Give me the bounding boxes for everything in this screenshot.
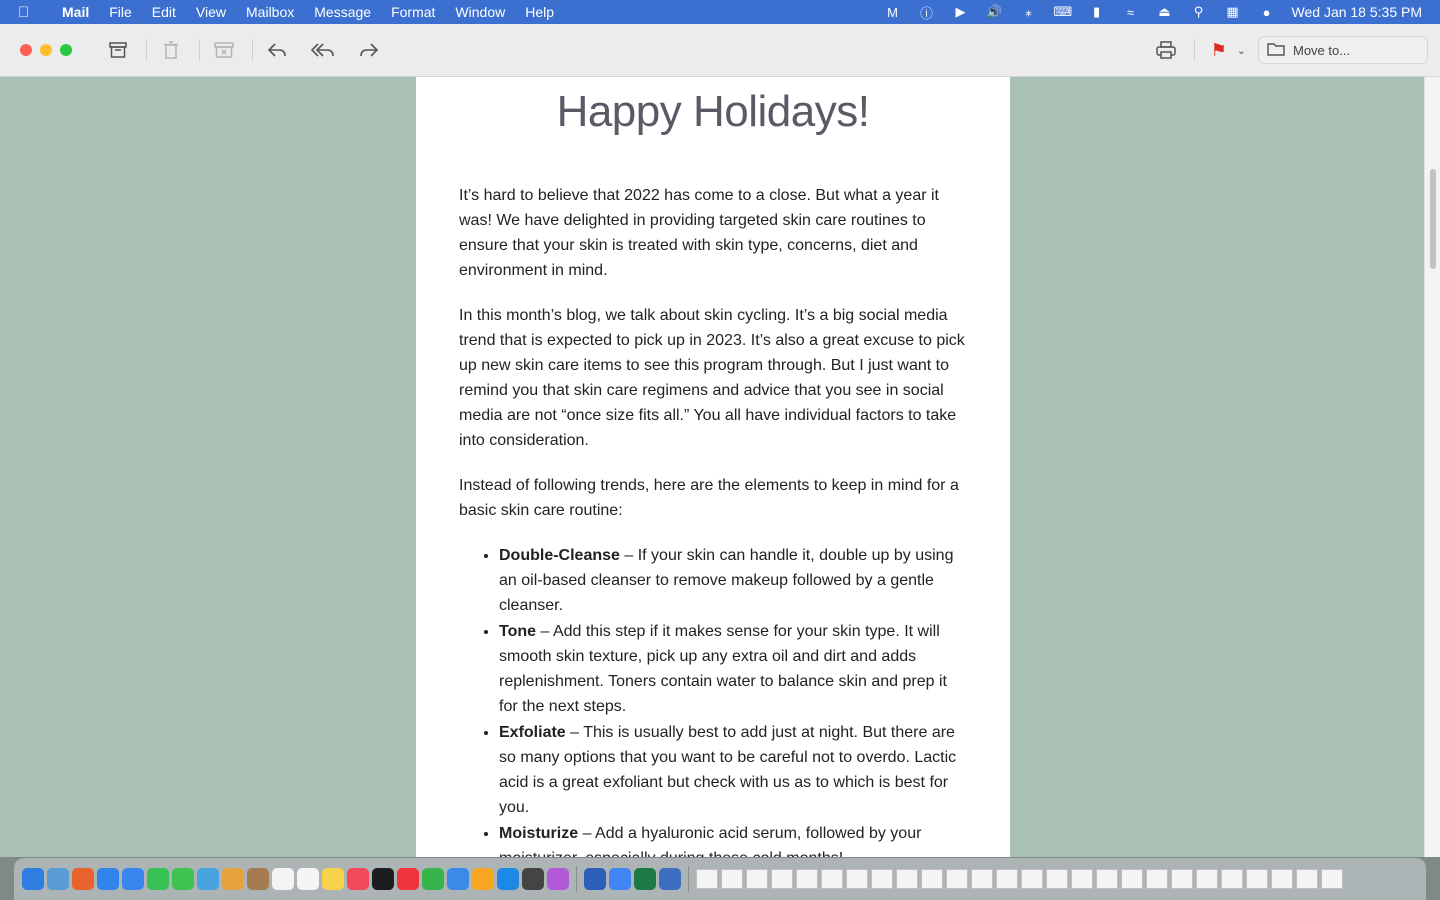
dock-app-icon[interactable] <box>472 868 494 890</box>
list-item <box>499 619 966 719</box>
bluetooth-icon[interactable]: ⁎ <box>1025 4 1032 19</box>
email-text <box>416 183 1010 871</box>
dock-app-icon[interactable] <box>422 868 444 890</box>
dock-app-icon[interactable] <box>247 868 269 890</box>
dock-window-thumbnail[interactable] <box>1146 869 1168 889</box>
dock-app-icon[interactable] <box>97 868 119 890</box>
dock-window-thumbnail[interactable] <box>1271 869 1293 889</box>
dock-app-icon[interactable] <box>297 868 319 890</box>
dock-window-thumbnail[interactable] <box>846 869 868 889</box>
dock-window-thumbnail[interactable] <box>746 869 768 889</box>
apple-menu-icon[interactable] <box>18 4 38 21</box>
dock-window-thumbnail[interactable] <box>1321 869 1343 889</box>
dock-app-icon[interactable] <box>47 868 69 890</box>
list-item-term: Exfoliate <box>499 724 566 741</box>
list-item-term: Double-Cleanse <box>499 547 620 564</box>
menu-message[interactable]: Message <box>314 4 372 20</box>
print-icon[interactable] <box>1148 35 1184 65</box>
dock-app-icon[interactable] <box>147 868 169 890</box>
dock-window-thumbnail[interactable] <box>1196 869 1218 889</box>
dock-window-thumbnail[interactable] <box>1171 869 1193 889</box>
menu-help[interactable]: Help <box>525 4 555 20</box>
battery-icon[interactable]: ▮ <box>1092 4 1101 19</box>
dock-app-icon[interactable] <box>659 868 681 890</box>
chevron-down-icon[interactable]: ⌄ <box>1236 44 1246 57</box>
paragraph: In this month’s blog, we talk about skin cycling. It’s a big social media trend that is expected to pick up in 2023. It’s also a great excuse to pick up new skin care items to see this program through. But I just want to remind you that skin care regimens and advice that you see in social media are not “once size fits all.” You all have individual factors to take into consideration. <box>459 307 965 449</box>
keyboard-icon[interactable]: ⌨ <box>1053 4 1073 19</box>
dock-window-thumbnail[interactable] <box>971 869 993 889</box>
dock-app-icon[interactable] <box>347 868 369 890</box>
menu-mailbox[interactable]: Mailbox <box>246 4 295 20</box>
menu-app-name[interactable]: Mail <box>62 4 90 20</box>
scrollbar-thumb[interactable] <box>1430 169 1436 269</box>
dock-app-icon[interactable] <box>22 868 44 890</box>
list-item-term: Tone <box>499 623 537 640</box>
dock-app-icon[interactable] <box>584 868 606 890</box>
reply-all-icon[interactable] <box>305 35 341 65</box>
list-item-term: Moisturize <box>499 825 579 842</box>
window-controls <box>20 44 72 56</box>
move-to-label: Move to... <box>1293 42 1351 58</box>
eject-icon[interactable]: ⏏ <box>1158 4 1171 19</box>
email-body <box>416 77 1010 857</box>
volume-icon[interactable]: 🔊 <box>986 4 1003 19</box>
dock-window-thumbnail[interactable] <box>871 869 893 889</box>
menu-file[interactable]: File <box>109 4 132 20</box>
info-icon[interactable]: ⓘ <box>920 5 934 21</box>
dock-app-icon[interactable] <box>497 868 519 890</box>
dock-window-thumbnail[interactable] <box>1246 869 1268 889</box>
dock-app-icon[interactable] <box>72 868 94 890</box>
move-to-button[interactable] <box>1258 36 1428 64</box>
toolbar-right <box>1148 35 1428 65</box>
list-item <box>499 543 966 618</box>
email-heading: Happy Holidays! <box>556 87 870 136</box>
list-item-text: – Add this step if it makes sense for your skin type. It will smooth skin texture, pick up any extra oil and dirt and adds replenishment. Toners contain water to balance skin and prep it for the next steps. <box>499 623 947 715</box>
siri-icon[interactable]: ● <box>1262 4 1271 20</box>
dock-window-thumbnail[interactable] <box>721 869 743 889</box>
trash-icon[interactable] <box>153 35 189 65</box>
menu-format[interactable]: Format <box>391 4 436 20</box>
dock-app-icon[interactable] <box>197 868 219 890</box>
dock-window-thumbnail[interactable] <box>1096 869 1118 889</box>
menu-bar <box>0 0 1440 24</box>
list-item-text: – Add a hyaluronic acid serum, followed by your <box>582 825 922 842</box>
dock-app-icon[interactable] <box>322 868 344 890</box>
dock-app-icon[interactable] <box>634 868 656 890</box>
control-center-icon[interactable]: ▦ <box>1226 4 1239 19</box>
dock-app-icon[interactable] <box>172 868 194 890</box>
menu-edit[interactable]: Edit <box>151 4 176 20</box>
zoom-window-button[interactable] <box>60 44 72 56</box>
dock-divider <box>576 866 577 892</box>
forward-icon[interactable] <box>351 35 387 65</box>
dock-app-icon[interactable] <box>122 868 144 890</box>
malwarebytes-icon[interactable]: M <box>887 4 898 20</box>
dock-window-thumbnail[interactable] <box>821 869 843 889</box>
dock-window-thumbnail[interactable] <box>1221 869 1243 889</box>
routine-list <box>499 543 966 871</box>
dock-app-icon[interactable] <box>522 868 544 890</box>
dock <box>14 858 1426 900</box>
flag-icon[interactable]: ⚑ <box>1210 39 1227 60</box>
menu-window[interactable]: Window <box>455 4 506 20</box>
play-icon[interactable]: ▶ <box>955 4 966 19</box>
dock-window-thumbnail[interactable] <box>946 869 968 889</box>
dock-window-thumbnail[interactable] <box>996 869 1018 889</box>
scrollbar[interactable] <box>1424 77 1440 857</box>
paragraph: It’s hard to believe that 2022 has come to a close. But what a year it was! We have delighted in providing targeted skin care routines to ensure that your skin is treated with skin type, concerns, diet and environment in mind. <box>459 187 939 279</box>
dock-app-icon[interactable] <box>547 868 569 890</box>
dock-app-icon[interactable] <box>397 868 419 890</box>
dock-app-icon[interactable] <box>272 868 294 890</box>
list-item-text: – This is usually best to add just at night. But there are so many options that you want to be careful not to overdo. Lactic acid is a great exfoliant but check with us as to which is best for you. <box>499 724 957 816</box>
mail-toolbar <box>0 24 1440 77</box>
close-window-button[interactable] <box>20 44 32 56</box>
toolbar-divider <box>252 39 253 61</box>
paragraph: Instead of following trends, here are the elements to keep in mind for a basic skin care routine: <box>459 477 959 519</box>
dock-app-icon[interactable] <box>222 868 244 890</box>
dock-window-thumbnail[interactable] <box>1046 869 1068 889</box>
dock-window-thumbnail[interactable] <box>1071 869 1093 889</box>
dock-window-thumbnail[interactable] <box>896 869 918 889</box>
list-item <box>499 720 966 820</box>
dock-window-thumbnail[interactable] <box>771 869 793 889</box>
reply-icon[interactable] <box>259 35 295 65</box>
search-icon[interactable]: ⚲ <box>1193 4 1204 19</box>
junk-icon[interactable] <box>206 35 242 65</box>
toolbar-divider <box>146 39 147 61</box>
toolbar-divider <box>199 39 200 61</box>
status-area <box>884 3 1440 22</box>
folder-icon <box>1267 42 1285 59</box>
dock-window-thumbnail[interactable] <box>1121 869 1143 889</box>
dock-app-icon[interactable] <box>609 868 631 890</box>
menu-view[interactable]: View <box>195 4 227 20</box>
dock-window-thumbnail[interactable] <box>796 869 818 889</box>
list-item-text: – If your skin can handle it, double up by using an oil-based cleanser to remove makeup followed by a gentle cleanser. <box>499 547 954 614</box>
toolbar-divider <box>1194 39 1195 61</box>
clock[interactable]: Wed Jan 18 5:35 PM <box>1291 4 1422 20</box>
dock-window-thumbnail[interactable] <box>921 869 943 889</box>
archive-icon[interactable] <box>100 35 136 65</box>
dock-app-icon[interactable] <box>447 868 469 890</box>
minimize-window-button[interactable] <box>40 44 52 56</box>
dock-window-thumbnail[interactable] <box>696 869 718 889</box>
dock-divider <box>688 866 689 892</box>
dock-window-thumbnail[interactable] <box>1021 869 1043 889</box>
wifi-icon[interactable]: ≈ <box>1126 4 1135 20</box>
dock-app-icon[interactable] <box>372 868 394 890</box>
dock-window-thumbnail[interactable] <box>1296 869 1318 889</box>
